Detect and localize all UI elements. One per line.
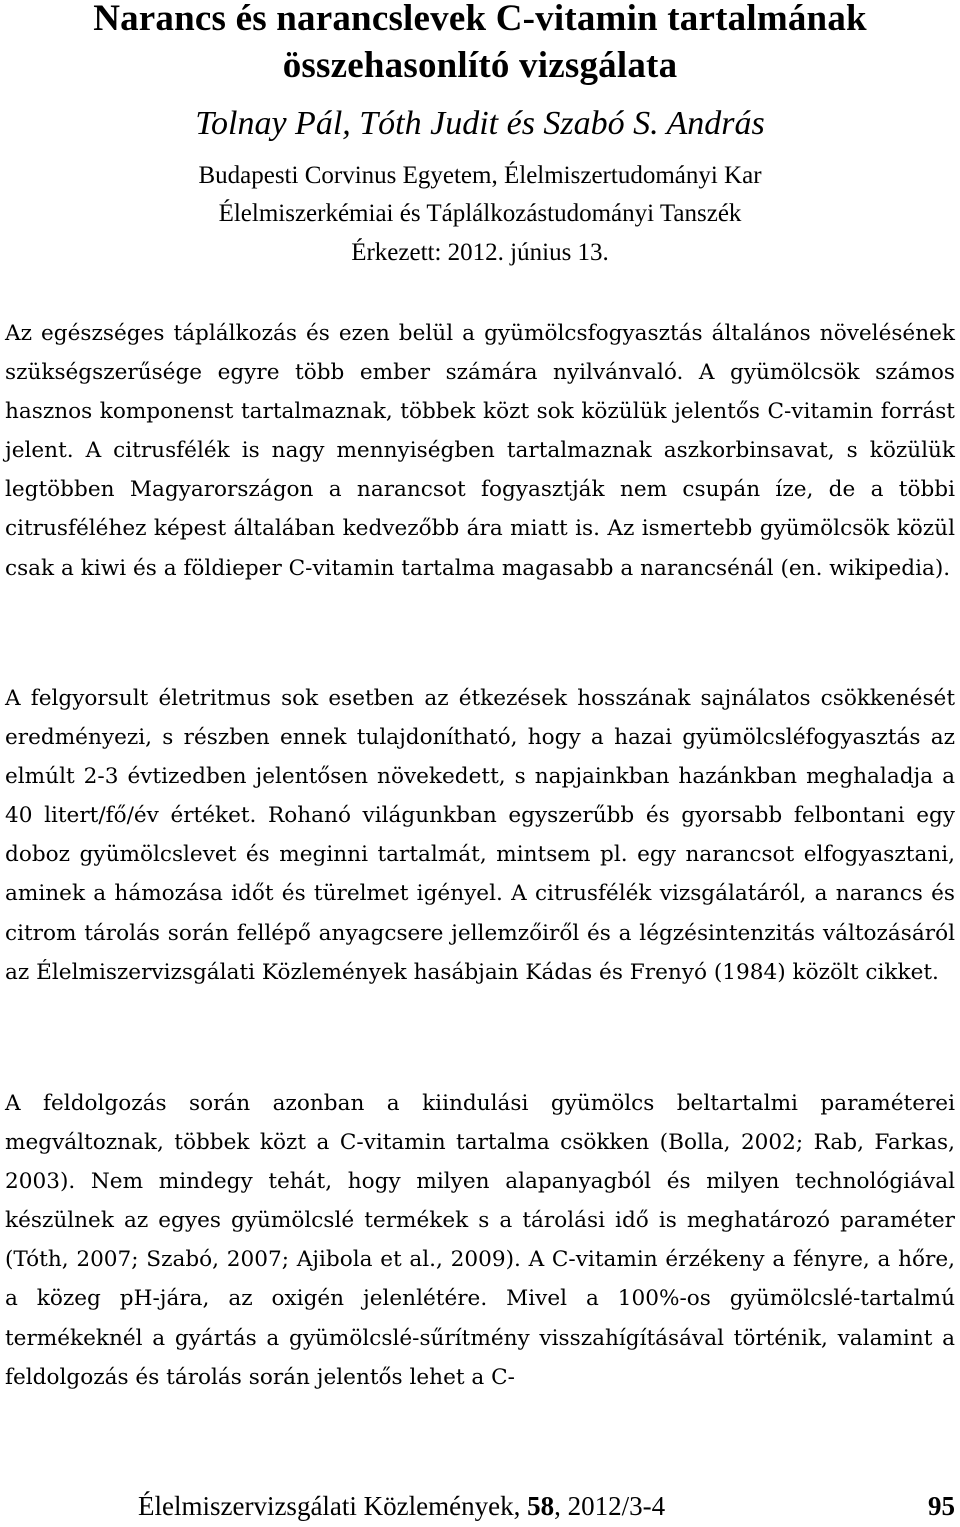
affiliation-university: Budapesti Corvinus Egyetem, Élelmiszertudományi Kar [198,162,762,189]
paper-title-line-1: Narancs és narancslevek C-vitamin tartalmának [93,0,867,39]
affiliation-department: Élelmiszerkémiai és Táplálkozástudományi Tanszék [218,200,742,227]
paragraph-1: Az egészséges táplálkozás és ezen belül a gyümölcsfogyasztás általános növelésének szükségszerűsége egyre több ember számára nyilvánvaló. A gyümölcsök számos hasznos komponenst tartalmaznak, többek közt sok közülük jelentős C-vitamin forrást jelent. A citrusfélék is nagy mennyiségben tartalmaznak aszkorbinsavat, s közülük legtöbben Magyarországon a narancsot fogyasztják nem csupán íze, de a többi citrusféléhez képest általában kedvezőbb ára miatt is. Az ismertebb gyümölcsök közül csak a kiwi és a földieper C-vitamin tartalma magasabb a narancsénál (en. wikipedia). [5,321,955,581]
paragraph-3: A feldolgozás során azonban a kiindulási gyümölcs beltartalmi paraméterei megváltoznak, többek közt a C-vitamin tartalma csökken (Bolla, 2002; Rab, Farkas, 2003). Nem mindegy tehát, hogy milyen alapanyagból és milyen technológiával készülnek az egyes gyümölcslé termékek s a tárolási idő is meghatározó paraméter (Tóth, 2007; Szabó, 2007; Ajibola et al., 2009). A C-vitamin érzékeny a fényre, a hőre, a közeg pH-jára, az oxigén jelenlétére. Mivel a 100%-os gyümölcslé-tartalmú termékeknél a gyártás a gyümölcslé-sűrítmény visszahígításával történik, valamint a feldolgozás és tárolás során jelentős lehet a C- [5,1091,955,1390]
received-date: Érkezett: 2012. június 13. [351,239,609,266]
journal-citation [138,1488,665,1524]
authors: Tolnay Pál, Tóth Judit és Szabó S. András [195,105,765,142]
paragraph-2: A felgyorsult életritmus sok esetben az étkezések hosszának sajnálatos csökkenését eredményezi, s részben ennek tulajdonítható, hogy a hazai gyümölcsléfogyasztás az elmúlt 2-3 évtizedben jelentősen növekedett, s napjainkban hazánkban meghaladja a 40 litert/fő/év értéket. Rohanó világunkban egyszerűbb és gyorsabb felbontani egy doboz gyümölcslevet és meginni tartalmát, mintsem pl. egy narancsot elfogyasztani, aminek a hámozása időt és türelmet igényel. A citrusfélék vizsgálatáról, a narancs és citrom tárolás során fellépő anyagcsere jellemzőiről és a légzésintenzitás változásáról az Élelmiszervizsgálati Közlemények hasábjain Kádas és Frenyó (1984) közölt cikket. [5,686,955,985]
paper-title-line-2: összehasonlító vizsgálata [282,45,678,86]
page-number: 95 [928,1491,955,1521]
journal-name: Élelmiszervizsgálati Közlemények, [138,1491,528,1521]
journal-issue: , 2012/3-4 [554,1491,666,1521]
journal-volume: 58 [527,1491,555,1521]
